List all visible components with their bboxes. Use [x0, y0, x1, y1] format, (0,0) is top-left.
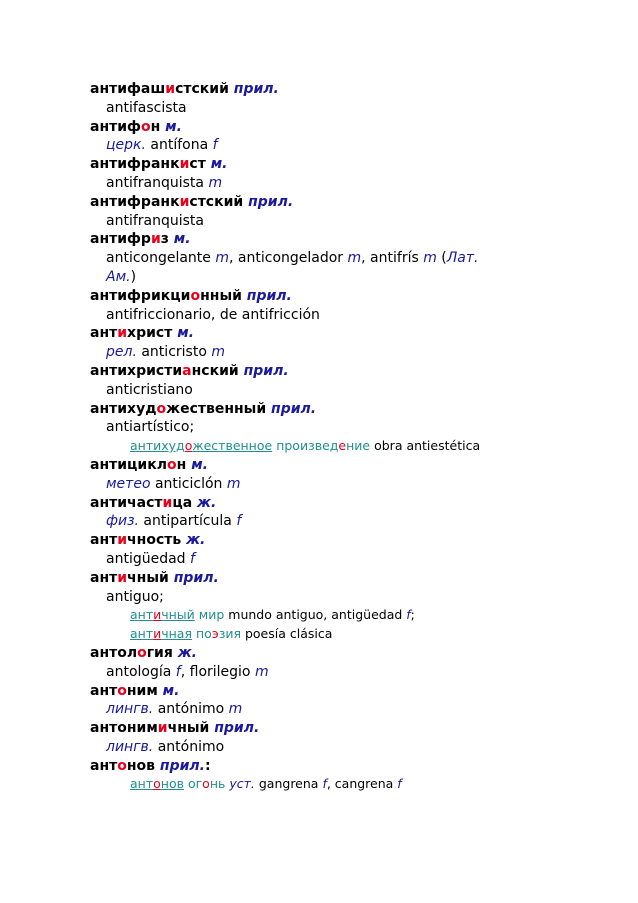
- text-run: antifriccionario, de antifricción: [106, 306, 320, 323]
- stress-mark: о: [167, 456, 177, 473]
- text-run: н: [150, 118, 161, 135]
- text-run: :: [204, 757, 211, 774]
- definition-line: [90, 249, 598, 268]
- phrase-text[interactable]: нов: [160, 776, 184, 792]
- example-line: [90, 437, 598, 456]
- headword-line: [90, 456, 598, 475]
- phrase-text: по: [195, 626, 212, 642]
- phrase-text[interactable]: чная: [161, 626, 192, 642]
- text-run: нов: [126, 757, 156, 774]
- text-run: антифрикци: [90, 287, 191, 304]
- grammar-label: Ам.: [106, 268, 131, 285]
- headword-line: [90, 324, 598, 343]
- text-run: , antifrís: [361, 250, 424, 267]
- text-run: стский: [189, 193, 244, 210]
- stress-mark[interactable]: о: [184, 438, 193, 454]
- grammar-label: м.: [191, 456, 208, 473]
- text-run: ним: [126, 682, 158, 699]
- text-run: антифранк: [90, 193, 180, 210]
- definition-line: [90, 738, 598, 757]
- text-run: ): [130, 268, 137, 285]
- text-run: anticristiano: [106, 381, 193, 398]
- text-run: гия: [146, 644, 173, 661]
- grammar-label: m: [254, 663, 269, 680]
- text-run: антихристи: [90, 362, 183, 379]
- text-run: anticristo: [136, 344, 212, 361]
- text-run: антицикл: [90, 456, 167, 473]
- grammar-label: m: [211, 344, 225, 361]
- grammar-label: уст.: [229, 776, 255, 792]
- grammar-label: m: [228, 701, 243, 718]
- grammar-label: прил.: [173, 569, 219, 586]
- text-run: antífona: [145, 137, 213, 154]
- grammar-label: ж.: [186, 532, 206, 549]
- stress-mark: и: [162, 494, 173, 511]
- grammar-label: прил.: [159, 757, 205, 774]
- text-run: antiartístico;: [106, 419, 195, 436]
- text-run: ант: [90, 682, 118, 699]
- definition-line: [90, 343, 598, 362]
- text-run: gangrena: [254, 776, 323, 792]
- grammar-label: м.: [177, 325, 194, 342]
- text-run: anticiclón: [150, 475, 227, 492]
- headword-line: [90, 757, 598, 776]
- stress-mark: и: [117, 325, 128, 342]
- dictionary-entries: [90, 80, 598, 794]
- headword-line: [90, 80, 598, 99]
- stress-mark: о: [117, 682, 127, 699]
- definition-line: [90, 418, 598, 437]
- text-run: антоним: [90, 720, 158, 737]
- headword-line: [90, 155, 598, 174]
- headword-line: [90, 719, 598, 738]
- grammar-label: м.: [210, 156, 228, 173]
- grammar-label: f: [322, 776, 327, 792]
- grammar-label: m: [423, 250, 437, 267]
- headword-line: [90, 569, 598, 588]
- grammar-label: метео: [106, 475, 151, 492]
- text-run: чный: [127, 569, 169, 586]
- stress-mark: о: [202, 776, 210, 792]
- stress-mark: а: [182, 362, 192, 379]
- definition-line: [90, 212, 598, 231]
- text-run: antifascista: [106, 99, 187, 116]
- stress-mark: о: [137, 644, 147, 661]
- phrase-text[interactable]: чный: [161, 607, 195, 623]
- text-run: з: [160, 231, 169, 248]
- grammar-label: m: [215, 250, 230, 267]
- text-run: (: [436, 250, 447, 267]
- text-run: , cangrena: [326, 776, 398, 792]
- text-run: антифранк: [90, 156, 180, 173]
- phrase-text[interactable]: ант: [130, 626, 154, 642]
- text-run: чный: [167, 720, 210, 737]
- example-line: [90, 606, 598, 625]
- grammar-label: m: [208, 174, 223, 191]
- text-run: , anticongelador: [229, 250, 348, 267]
- headword-line: [90, 362, 598, 381]
- text-run: нный: [200, 287, 242, 304]
- text-run: н: [176, 456, 187, 473]
- definition-line: [90, 512, 598, 531]
- phrase-text[interactable]: ант: [130, 776, 154, 792]
- stress-mark: о: [190, 287, 201, 304]
- text-run: антиф: [90, 118, 141, 135]
- phrase-text: ог: [187, 776, 203, 792]
- grammar-label: ж.: [197, 494, 217, 511]
- definition-line: [90, 99, 598, 118]
- text-run: антихуд: [90, 400, 157, 417]
- phrase-text: ние: [346, 438, 371, 454]
- grammar-label: f: [190, 550, 195, 567]
- grammar-label: Лат.: [446, 250, 479, 267]
- grammar-label: прил.: [246, 287, 292, 304]
- stress-mark: э: [211, 626, 219, 642]
- text-run: ант: [90, 757, 118, 774]
- grammar-label: m: [347, 250, 362, 267]
- phrase-text: зия: [218, 626, 241, 642]
- text-run: antiguo;: [106, 588, 164, 605]
- text-run: antología: [106, 663, 176, 680]
- text-run: antifranquista: [106, 212, 204, 229]
- definition-line: [90, 268, 598, 287]
- definition-line: [90, 588, 598, 607]
- text-run: антол: [90, 644, 138, 661]
- grammar-label: f: [397, 776, 402, 792]
- phrase-text[interactable]: ант: [130, 607, 154, 623]
- text-run: antónimo: [153, 738, 225, 755]
- grammar-label: м.: [173, 231, 191, 248]
- stress-mark: и: [117, 532, 128, 549]
- headword-line: [90, 644, 598, 663]
- text-run: чность: [127, 532, 182, 549]
- headword-line: [90, 230, 598, 249]
- definition-line: [90, 174, 598, 193]
- grammar-label: f: [212, 137, 218, 154]
- grammar-label: лингв.: [106, 738, 154, 755]
- stress-mark: и: [165, 81, 176, 97]
- grammar-label: прил.: [233, 81, 279, 97]
- definition-line: [90, 550, 598, 569]
- text-run: стский: [175, 81, 229, 97]
- phrase-text: мир: [198, 607, 225, 623]
- text-run: ант: [90, 325, 118, 342]
- stress-mark: о: [156, 400, 167, 417]
- grammar-label: физ.: [106, 513, 139, 530]
- text-run: antigüedad: [106, 550, 191, 567]
- grammar-label: рел.: [106, 344, 137, 361]
- stress-mark[interactable]: и: [153, 626, 162, 642]
- stress-mark[interactable]: о: [153, 776, 161, 792]
- definition-line: [90, 136, 598, 155]
- grammar-label: m: [226, 475, 241, 492]
- stress-mark: и: [157, 720, 168, 737]
- text-run: нский: [191, 362, 239, 379]
- definition-line: [90, 306, 598, 325]
- stress-mark: и: [179, 156, 190, 173]
- stress-mark: о: [117, 757, 127, 774]
- grammar-label: прил.: [248, 193, 294, 210]
- headword-line: [90, 287, 598, 306]
- text-run: антифр: [90, 231, 151, 248]
- stress-mark: и: [150, 231, 161, 248]
- text-run: ца: [172, 494, 193, 511]
- stress-mark: е: [338, 438, 347, 454]
- definition-line: [90, 475, 598, 494]
- text-run: anticongelante: [106, 250, 216, 267]
- text-run: антифаш: [90, 81, 166, 97]
- grammar-label: церк.: [106, 137, 146, 154]
- headword-line: [90, 682, 598, 701]
- text-run: ант: [90, 532, 118, 549]
- text-run: ант: [90, 569, 118, 586]
- phrase-text: произвед: [276, 438, 339, 454]
- headword-line: [90, 193, 598, 212]
- headword-line: [90, 118, 598, 137]
- grammar-label: лингв.: [106, 701, 154, 718]
- phrase-text[interactable]: жественное: [192, 438, 273, 454]
- stress-mark: и: [117, 569, 128, 586]
- grammar-label: прил.: [214, 720, 260, 737]
- text-run: ;: [410, 607, 415, 623]
- grammar-label: f: [236, 513, 242, 530]
- grammar-label: прил.: [271, 400, 317, 417]
- stress-mark: и: [179, 193, 190, 210]
- headword-line: [90, 494, 598, 513]
- text-run: antipartícula: [138, 513, 237, 530]
- headword-line: [90, 400, 598, 419]
- text-run: христ: [127, 325, 173, 342]
- grammar-label: м.: [162, 682, 180, 699]
- definition-line: [90, 700, 598, 719]
- grammar-label: f: [406, 607, 411, 623]
- stress-mark: о: [140, 118, 151, 135]
- definition-line: [90, 381, 598, 400]
- text-run: antónimo: [153, 701, 229, 718]
- text-run: античаст: [90, 494, 163, 511]
- text-run: poesía clásica: [240, 626, 333, 642]
- text-run: жественный: [166, 400, 267, 417]
- text-run: obra antiestética: [370, 438, 481, 454]
- definition-line: [90, 663, 598, 682]
- grammar-label: f: [175, 663, 181, 680]
- example-line: [90, 775, 598, 794]
- text-run: mundo antiguo, antigüedad: [224, 607, 407, 623]
- example-line: [90, 625, 598, 644]
- phrase-text[interactable]: антихуд: [130, 438, 185, 454]
- stress-mark[interactable]: и: [153, 607, 162, 623]
- grammar-label: ж.: [177, 644, 197, 661]
- text-run: antifranquista: [106, 174, 209, 191]
- text-run: ст: [189, 156, 206, 173]
- headword-line: [90, 531, 598, 550]
- text-run: , florilegio: [180, 663, 255, 680]
- grammar-label: м.: [165, 118, 182, 135]
- grammar-label: прил.: [243, 362, 289, 379]
- phrase-text: нь: [209, 776, 226, 792]
